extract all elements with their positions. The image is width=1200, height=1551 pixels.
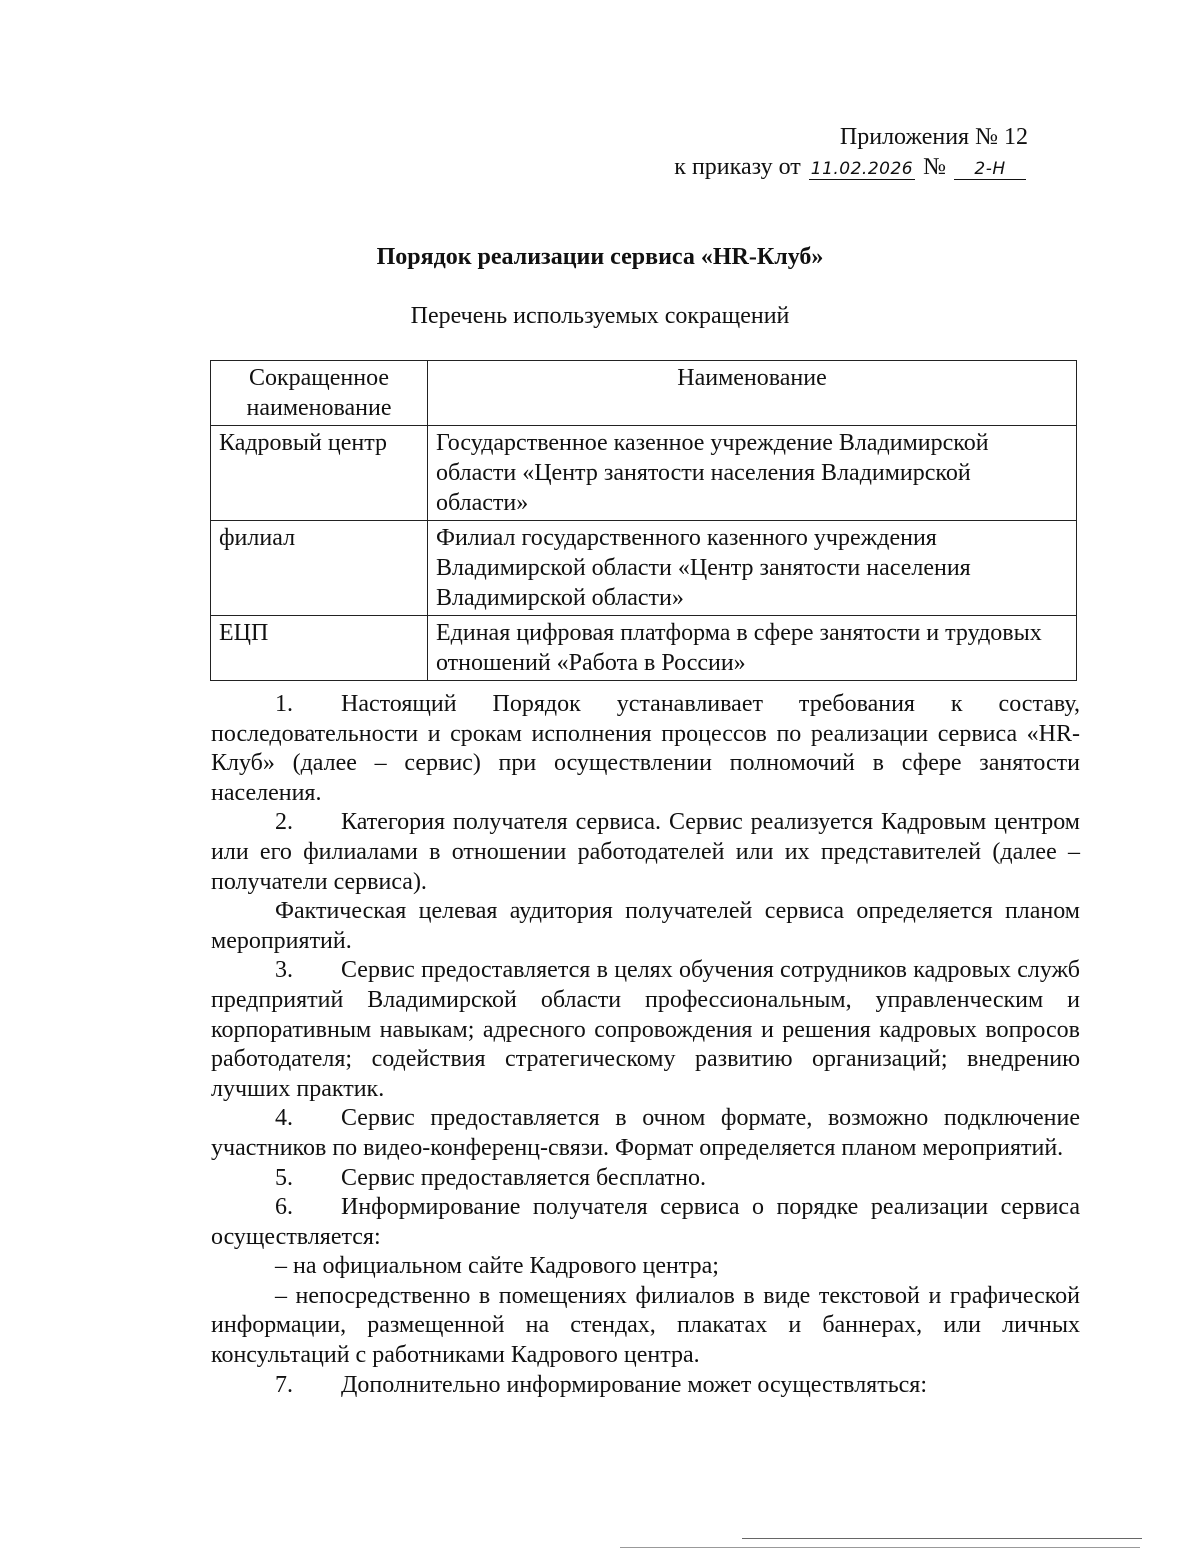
order-reference [674, 152, 1028, 182]
paragraph-3 [211, 956, 1080, 1104]
table-header-row [211, 361, 1077, 426]
paragraph-number: 4. [275, 1105, 293, 1132]
paragraph-text: Сервис предоставляется в целях обучения сотрудников кадровых служб предприятий Владимирской области профессиональным, управленческим и корпоративным навыкам; адресного сопровождения и решения кадровых вопросов работодателя; содействия стратегическому развитию организаций; внедрению лучших практик. [211, 957, 1080, 1102]
paragraph-number: 1. [275, 691, 293, 717]
table-cell-full: Единая цифровая платформа в сфере занятости и трудовых отношений «Работа в России» [428, 616, 1077, 681]
table-cell-short: филиал [211, 521, 428, 616]
table-cell-full: Государственное казенное учреждение Владимирской области «Центр занятости населения Владимирской области» [428, 426, 1077, 521]
paragraph-target-audience [211, 897, 1080, 956]
paragraph-2 [211, 808, 1080, 897]
paragraph-text: Фактическая целевая аудитория получателей сервиса определяется планом мероприятий. [211, 898, 1080, 954]
paragraph-4 [211, 1104, 1080, 1163]
table-cell-full: Филиал государственного казенного учреждения Владимирской области «Центр занятости населения Владимирской области» [428, 521, 1077, 616]
paragraph-number: 6. [275, 1194, 293, 1221]
column-header-short-name: Сокращенное наименование [211, 361, 428, 426]
paragraph-7 [211, 1371, 1080, 1401]
paragraph-number: 7. [275, 1371, 293, 1398]
paragraph-text: Сервис предоставляется в очном формате, возможно подключение участников по видео-конференц-связи. Формат определяется планом мероприятий. [211, 1105, 1080, 1161]
bullet-item [211, 1282, 1080, 1371]
number-sign: № [923, 154, 946, 180]
appendix-header [674, 122, 1028, 182]
table-row [211, 616, 1077, 681]
paragraph-number: 2. [275, 809, 293, 836]
paragraph-text: Дополнительно информирование может осуществляться: [341, 1371, 928, 1398]
table-row [211, 426, 1077, 521]
order-prefix: к приказу от [674, 154, 801, 180]
bullet-text: – непосредственно в помещениях филиалов в виде текстовой и графической информации, размещенной на стендах, плакатах и баннерах, или личных консультаций с работниками Кадрового центра. [211, 1282, 1080, 1369]
paragraph-text: Сервис предоставляется бесплатно. [341, 1164, 706, 1191]
paragraph-number: 3. [275, 957, 293, 984]
paragraph-text: Информирование получателя сервиса о порядке реализации сервиса осуществляется: [211, 1194, 1080, 1250]
footer-divider [742, 1538, 1142, 1539]
paragraph-number: 5. [275, 1164, 293, 1191]
paragraph-6 [211, 1193, 1080, 1252]
document-body [211, 690, 1080, 1400]
paragraph-1 [211, 690, 1080, 808]
column-header-full-name: Наименование [428, 361, 1077, 426]
bullet-item [211, 1252, 1080, 1282]
paragraph-text: Настоящий Порядок устанавливает требования к составу, последовательности и срокам исполнения процессов по реализации сервиса «HR-Клуб» (далее – сервис) при осуществлении полномочий в сфере занятости населения. [211, 691, 1080, 806]
bullet-text: – на официальном сайте Кадрового центра; [275, 1253, 719, 1280]
document-title: Порядок реализации сервиса «HR-Клуб» [376, 244, 824, 270]
paragraph-5 [211, 1164, 1080, 1194]
paragraph-text: Категория получателя сервиса. Сервис реализуется Кадровым центром или его филиалами в отношении работодателей или их представителей (далее – получатели сервиса). [211, 809, 1080, 895]
table-row [211, 521, 1077, 616]
handwritten-order-number: 2-Н [954, 159, 1026, 180]
abbreviations-table [210, 360, 1077, 681]
appendix-label: Приложения № 12 [839, 124, 1028, 150]
table-cell-short: Кадровый центр [211, 426, 428, 521]
table-cell-short: ЕЦП [211, 616, 428, 681]
abbreviations-subtitle: Перечень используемых сокращений [410, 303, 790, 329]
handwritten-order-date: 11.02.2026 [810, 159, 914, 179]
footer-divider [620, 1547, 1140, 1548]
